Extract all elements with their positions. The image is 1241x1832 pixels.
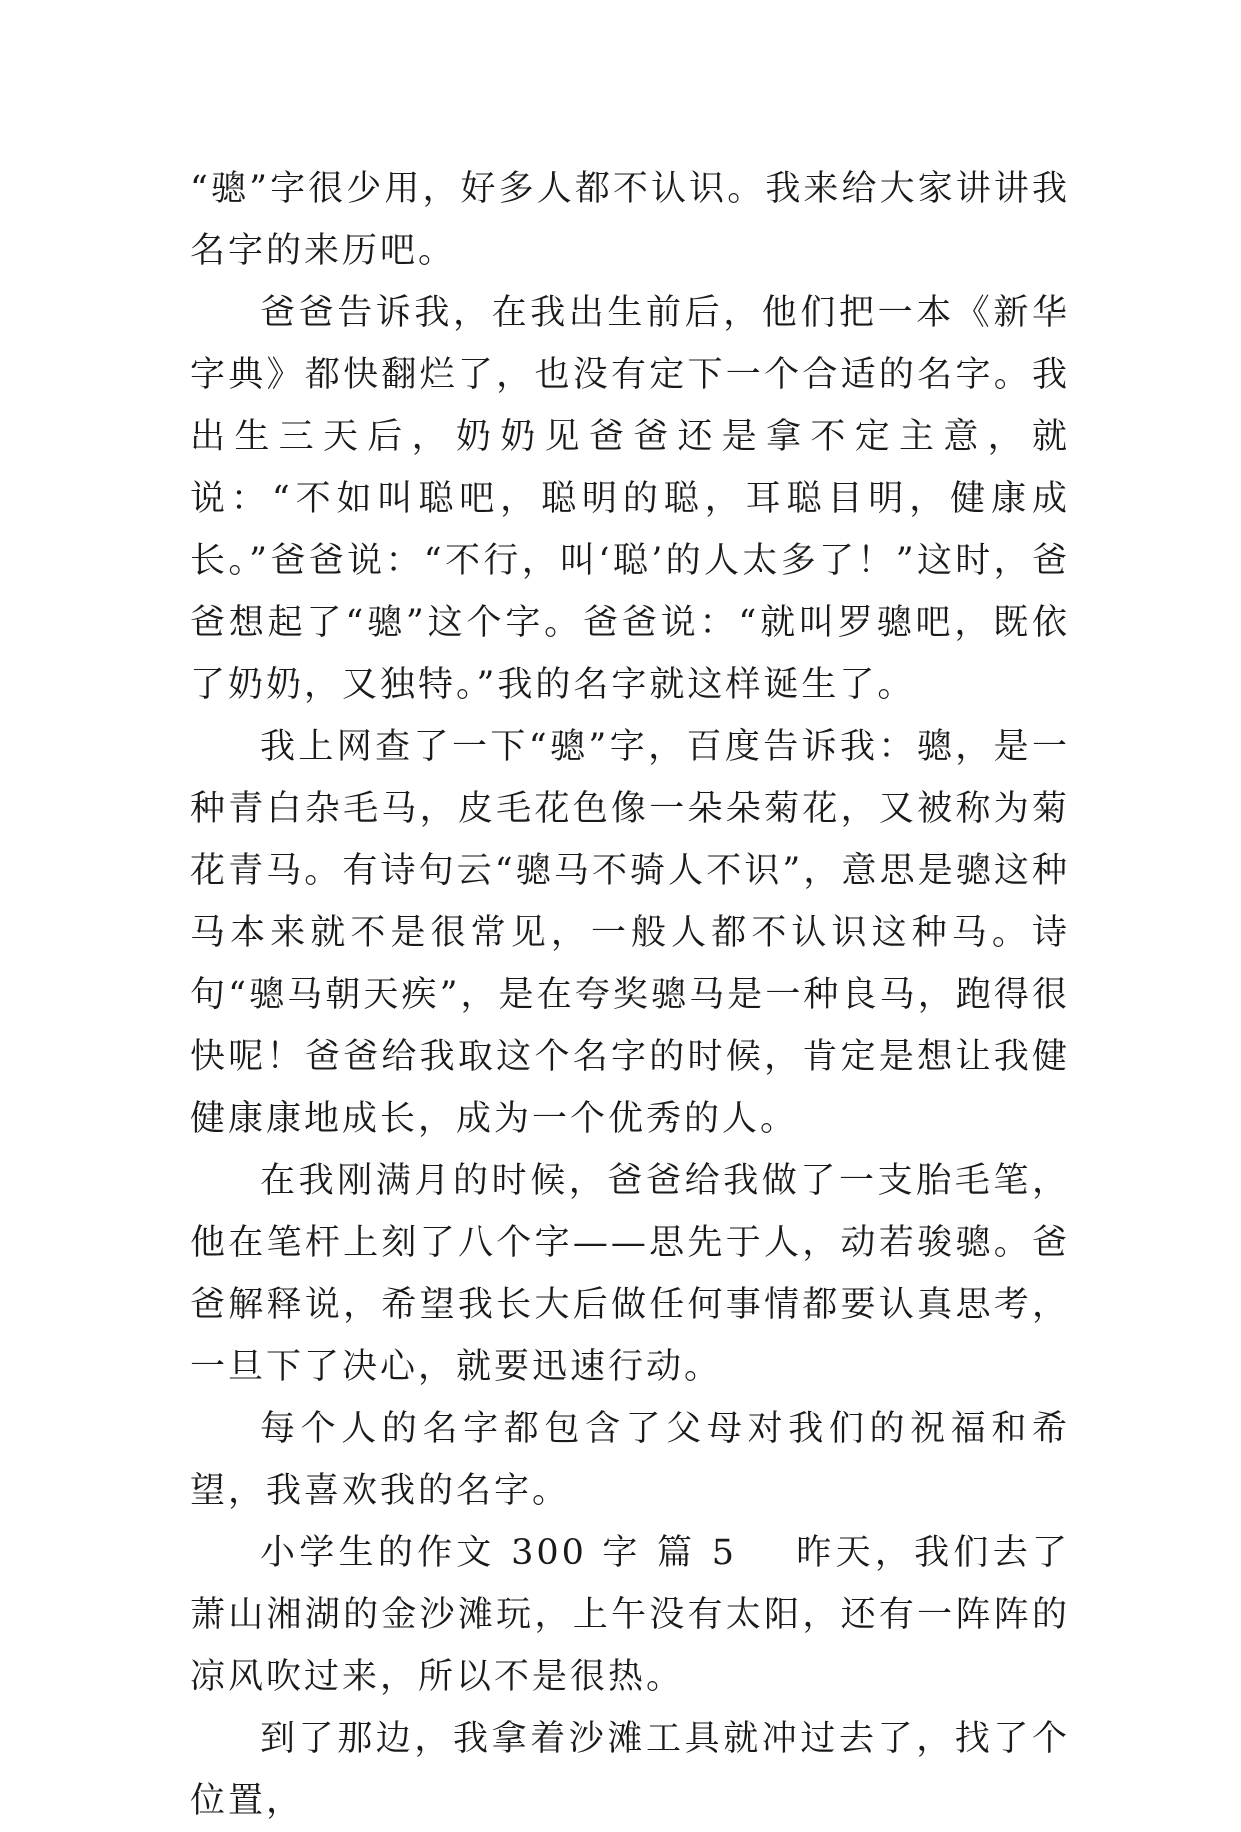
paragraph-character-meaning <box>190 716 1070 1150</box>
paragraph-text: “骢”字很少用，好多人都不认识。我来给大家讲讲我名字的来历吧。 <box>190 169 1070 271</box>
paragraph-beach-arrival <box>190 1708 1070 1832</box>
paragraph-naming-story <box>190 282 1070 716</box>
paragraph-text: 爸爸告诉我，在我出生前后，他们把一本《新华字典》都快翻烂了，也没有定下一个合适的名字。我出生三天后，奶奶见爸爸还是拿不定主意，就说：“不如叫聪吧，聪明的聪，耳聪目明，健康成长。”爸爸说：“不行，叫‘聪’的人太多了！”这时，爸爸想起了“骢”这个字。爸爸说：“就叫罗骢吧，既依了奶奶，又独特。”我的名字就这样诞生了。 <box>190 293 1070 705</box>
paragraph-text: 我上网查了一下“骢”字，百度告诉我：骢，是一种青白杂毛马，皮毛花色像一朵朵菊花，又被称为菊花青马。有诗句云“骢马不骑人不识”，意思是骢这种马本来就不是很常见，一般人都不认识这种马。诗句“骢马朝天疾”，是在夸奖骢马是一种良马，跑得很快呢！爸爸给我取这个名字的时候，肯定是想让我健健康康地成长，成为一个优秀的人。 <box>190 727 1070 1139</box>
paragraph-conclusion <box>190 1398 1070 1522</box>
paragraph-text: 每个人的名字都包含了父母对我们的祝福和希望，我喜欢我的名字。 <box>190 1409 1070 1511</box>
paragraph-text: 在我刚满月的时候，爸爸给我做了一支胎毛笔，他在笔杆上刻了八个字——思先于人，动若骏骢。爸爸解释说，希望我长大后做任何事情都要认真思考，一旦下了决心，就要迅速行动。 <box>190 1161 1070 1387</box>
paragraph-essay-5-start <box>190 1522 1070 1708</box>
essay-heading: 小学生的作文 300 字 篇 5 <box>260 1533 737 1573</box>
paragraph-name-origin-intro <box>190 158 1070 282</box>
paragraph-text: 到了那边，我拿着沙滩工具就冲过去了，找了个位置， <box>190 1719 1070 1821</box>
essay-body <box>190 158 1070 1832</box>
paragraph-text: 昨天，我们去了萧山湘湖的金沙滩玩，上午没有太阳，还有一阵阵的凉风吹过来，所以不是很热。 <box>190 1533 1070 1697</box>
paragraph-brush-inscription <box>190 1150 1070 1398</box>
